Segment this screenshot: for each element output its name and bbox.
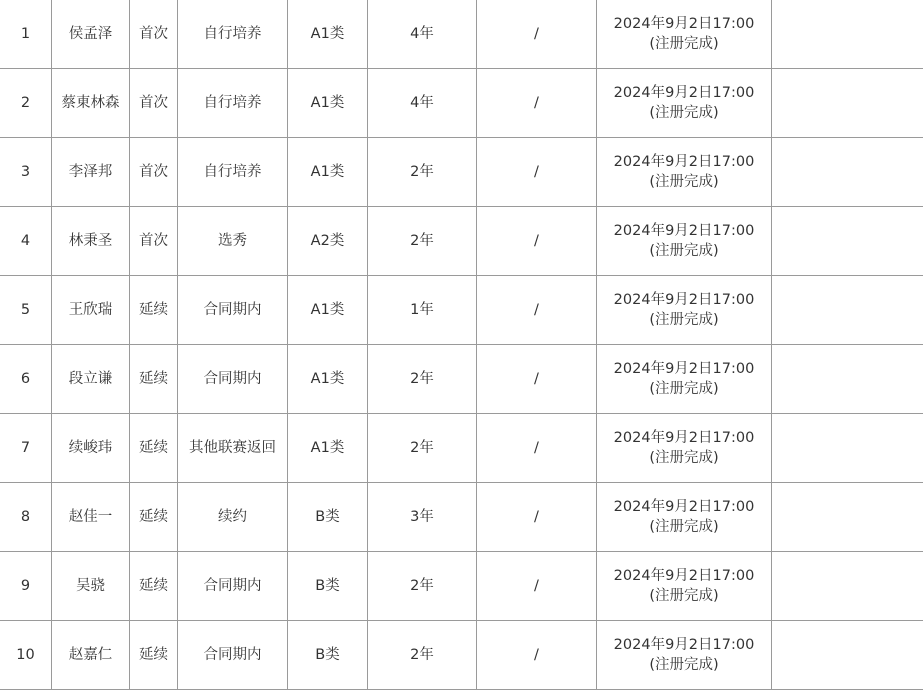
registration-time-cell <box>597 69 772 138</box>
table-row <box>0 0 923 69</box>
contract-term-cell: 4年 <box>368 0 477 69</box>
player-name-cell: 蔡東林森 <box>52 69 130 138</box>
empty-cell <box>772 0 923 69</box>
category-cell: A1类 <box>288 69 368 138</box>
player-source-cell: 自行培养 <box>178 69 288 138</box>
table-row <box>0 552 923 621</box>
registration-status: (注册完成) <box>597 448 771 468</box>
contract-term-cell: 2年 <box>368 345 477 414</box>
empty-cell <box>772 207 923 276</box>
player-source-cell: 合同期内 <box>178 621 288 690</box>
contract-term-cell: 1年 <box>368 276 477 345</box>
contract-term-cell: 2年 <box>368 552 477 621</box>
player-name-cell: 赵嘉仁 <box>52 621 130 690</box>
registration-type-cell: 延续 <box>130 414 178 483</box>
registration-status: (注册完成) <box>597 379 771 399</box>
player-source-cell: 自行培养 <box>178 0 288 69</box>
registration-time-cell <box>597 552 772 621</box>
registration-time-cell <box>597 345 772 414</box>
table-row <box>0 483 923 552</box>
player-name-cell: 王欣瑞 <box>52 276 130 345</box>
category-cell: A2类 <box>288 207 368 276</box>
registration-status: (注册完成) <box>597 103 771 123</box>
player-source-cell: 其他联赛返回 <box>178 414 288 483</box>
contract-term-cell: 2年 <box>368 207 477 276</box>
category-cell: B类 <box>288 483 368 552</box>
table-row <box>0 138 923 207</box>
registration-type-cell: 延续 <box>130 621 178 690</box>
empty-cell <box>772 483 923 552</box>
registration-type-cell: 延续 <box>130 483 178 552</box>
row-number-cell: 10 <box>0 621 52 690</box>
category-cell: B类 <box>288 621 368 690</box>
player-source-cell: 合同期内 <box>178 345 288 414</box>
registration-time-cell <box>597 414 772 483</box>
row-number-cell: 5 <box>0 276 52 345</box>
registration-datetime: 2024年9月2日17:00 <box>597 635 771 655</box>
contract-term-cell: 2年 <box>368 414 477 483</box>
category-cell: A1类 <box>288 0 368 69</box>
player-name-cell: 吴骁 <box>52 552 130 621</box>
note-cell: / <box>477 552 597 621</box>
registration-type-cell: 首次 <box>130 138 178 207</box>
registration-datetime: 2024年9月2日17:00 <box>597 290 771 310</box>
category-cell: A1类 <box>288 138 368 207</box>
contract-term-cell: 3年 <box>368 483 477 552</box>
note-cell: / <box>477 276 597 345</box>
registration-type-cell: 延续 <box>130 276 178 345</box>
empty-cell <box>772 276 923 345</box>
empty-cell <box>772 138 923 207</box>
player-name-cell: 续峻玮 <box>52 414 130 483</box>
registration-datetime: 2024年9月2日17:00 <box>597 428 771 448</box>
row-number-cell: 9 <box>0 552 52 621</box>
contract-term-cell: 2年 <box>368 621 477 690</box>
registration-type-cell: 首次 <box>130 0 178 69</box>
note-cell: / <box>477 621 597 690</box>
row-number-cell: 2 <box>0 69 52 138</box>
registration-time-cell <box>597 138 772 207</box>
category-cell: A1类 <box>288 414 368 483</box>
registration-time-cell <box>597 0 772 69</box>
table-row <box>0 207 923 276</box>
row-number-cell: 8 <box>0 483 52 552</box>
row-number-cell: 4 <box>0 207 52 276</box>
registration-datetime: 2024年9月2日17:00 <box>597 14 771 34</box>
registration-time-cell <box>597 621 772 690</box>
row-number-cell: 1 <box>0 0 52 69</box>
empty-cell <box>772 69 923 138</box>
note-cell: / <box>477 483 597 552</box>
table-row <box>0 621 923 690</box>
registration-type-cell: 延续 <box>130 345 178 414</box>
registration-status: (注册完成) <box>597 586 771 606</box>
registration-status: (注册完成) <box>597 517 771 537</box>
player-source-cell: 自行培养 <box>178 138 288 207</box>
registration-type-cell: 首次 <box>130 207 178 276</box>
player-source-cell: 选秀 <box>178 207 288 276</box>
registration-status: (注册完成) <box>597 241 771 261</box>
registration-status: (注册完成) <box>597 655 771 675</box>
table-row <box>0 345 923 414</box>
row-number-cell: 3 <box>0 138 52 207</box>
player-name-cell: 林秉圣 <box>52 207 130 276</box>
player-source-cell: 续约 <box>178 483 288 552</box>
registration-type-cell: 首次 <box>130 69 178 138</box>
note-cell: / <box>477 414 597 483</box>
registration-status: (注册完成) <box>597 310 771 330</box>
category-cell: A1类 <box>288 276 368 345</box>
registration-type-cell: 延续 <box>130 552 178 621</box>
contract-term-cell: 4年 <box>368 69 477 138</box>
registration-datetime: 2024年9月2日17:00 <box>597 83 771 103</box>
row-number-cell: 6 <box>0 345 52 414</box>
contract-term-cell: 2年 <box>368 138 477 207</box>
table-row <box>0 276 923 345</box>
category-cell: A1类 <box>288 345 368 414</box>
empty-cell <box>772 621 923 690</box>
registration-datetime: 2024年9月2日17:00 <box>597 152 771 172</box>
empty-cell <box>772 552 923 621</box>
player-source-cell: 合同期内 <box>178 552 288 621</box>
registration-time-cell <box>597 483 772 552</box>
empty-cell <box>772 414 923 483</box>
note-cell: / <box>477 345 597 414</box>
registration-time-cell <box>597 207 772 276</box>
row-number-cell: 7 <box>0 414 52 483</box>
registration-status: (注册完成) <box>597 34 771 54</box>
category-cell: B类 <box>288 552 368 621</box>
player-name-cell: 李泽邦 <box>52 138 130 207</box>
registration-datetime: 2024年9月2日17:00 <box>597 359 771 379</box>
note-cell: / <box>477 207 597 276</box>
registration-datetime: 2024年9月2日17:00 <box>597 566 771 586</box>
player-name-cell: 侯孟泽 <box>52 0 130 69</box>
registration-status: (注册完成) <box>597 172 771 192</box>
note-cell: / <box>477 138 597 207</box>
player-name-cell: 赵佳一 <box>52 483 130 552</box>
table-row <box>0 414 923 483</box>
registration-datetime: 2024年9月2日17:00 <box>597 221 771 241</box>
table-row <box>0 69 923 138</box>
note-cell: / <box>477 69 597 138</box>
empty-cell <box>772 345 923 414</box>
player-source-cell: 合同期内 <box>178 276 288 345</box>
note-cell: / <box>477 0 597 69</box>
registration-datetime: 2024年9月2日17:00 <box>597 497 771 517</box>
registration-time-cell <box>597 276 772 345</box>
player-name-cell: 段立谦 <box>52 345 130 414</box>
